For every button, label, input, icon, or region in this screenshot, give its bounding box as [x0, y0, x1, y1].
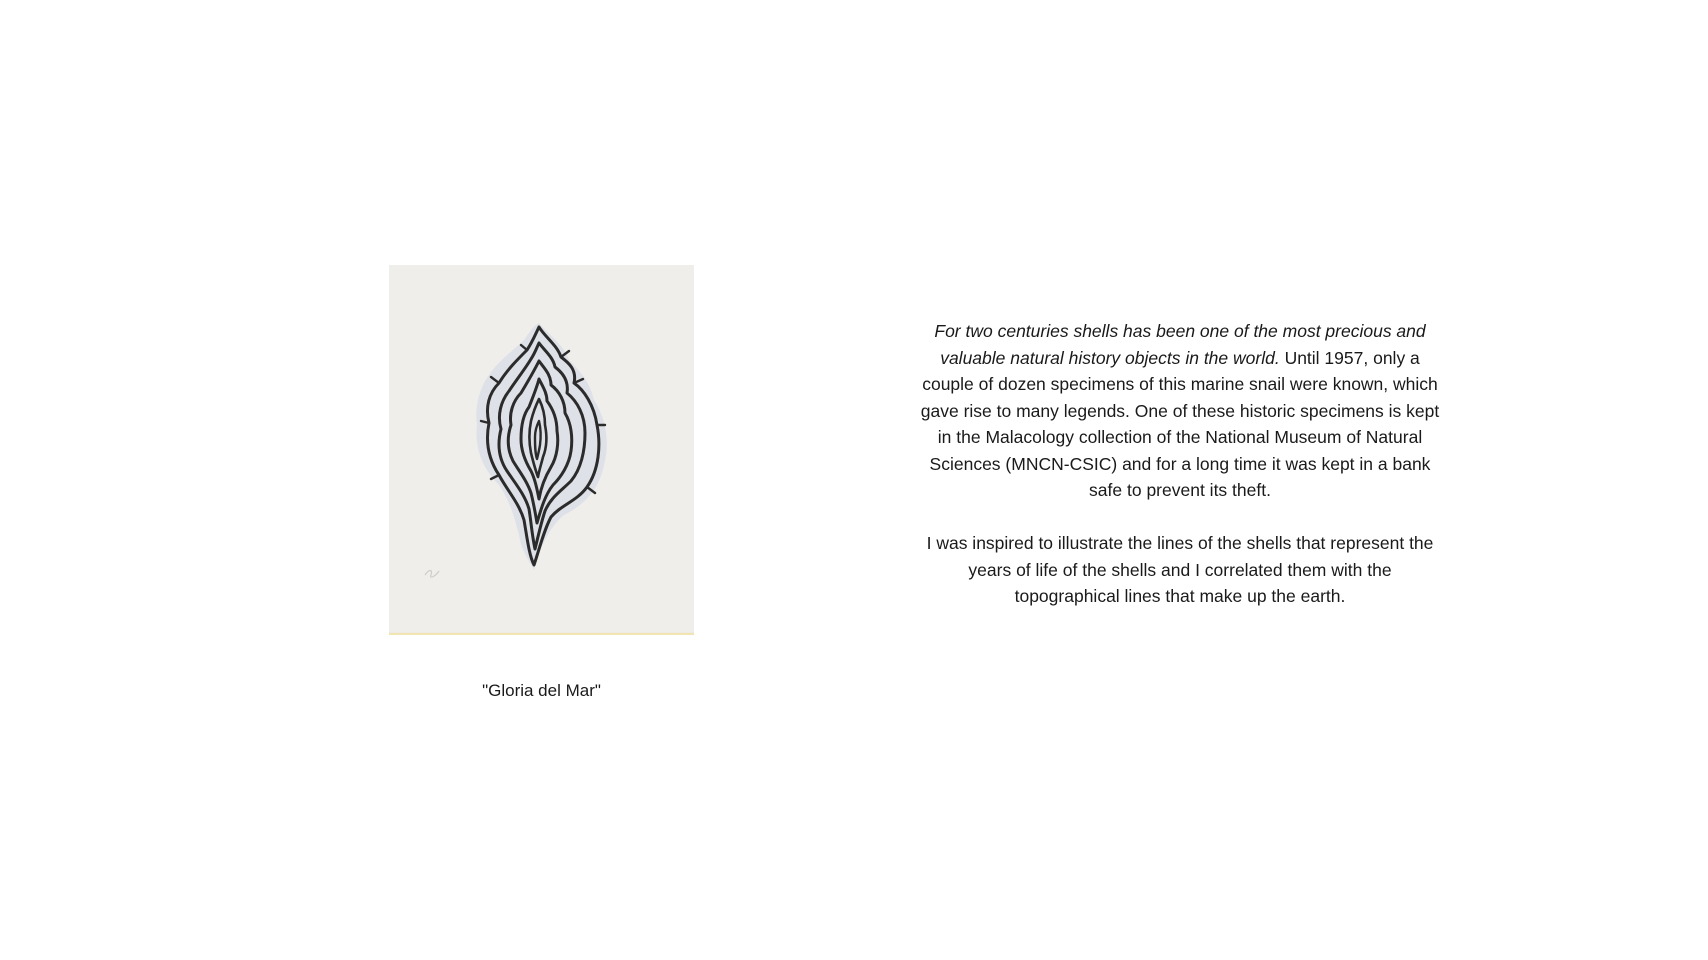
artwork-caption: "Gloria del Mar" [482, 681, 601, 700]
artwork-image[interactable] [389, 265, 694, 635]
description-intro-rest: Until 1957, only a couple of dozen specimens of this marine snail were known, which gave rise to many legends. One of these historic specimens is kept in the Malacology collection of the National Museum of Natural Sciences (MNCN-CSIC) and for a long time it was kept in a bank safe to prevent its theft. [920, 347, 1440, 500]
spiral-shell-illustration [389, 265, 694, 633]
description-intro-italic: For two centuries shells has been one of the most precious and valuable natural history objects in the world. [934, 321, 1426, 368]
description-paragraph-1 [915, 318, 1445, 504]
artwork-description [915, 318, 1445, 610]
description-paragraph-2: I was inspired to illustrate the lines of the shells that represent the years of life of the shells and I correlated them with the topographical lines that make up the earth. [926, 533, 1434, 606]
shell-halo [476, 323, 607, 570]
artist-signature [425, 571, 439, 578]
